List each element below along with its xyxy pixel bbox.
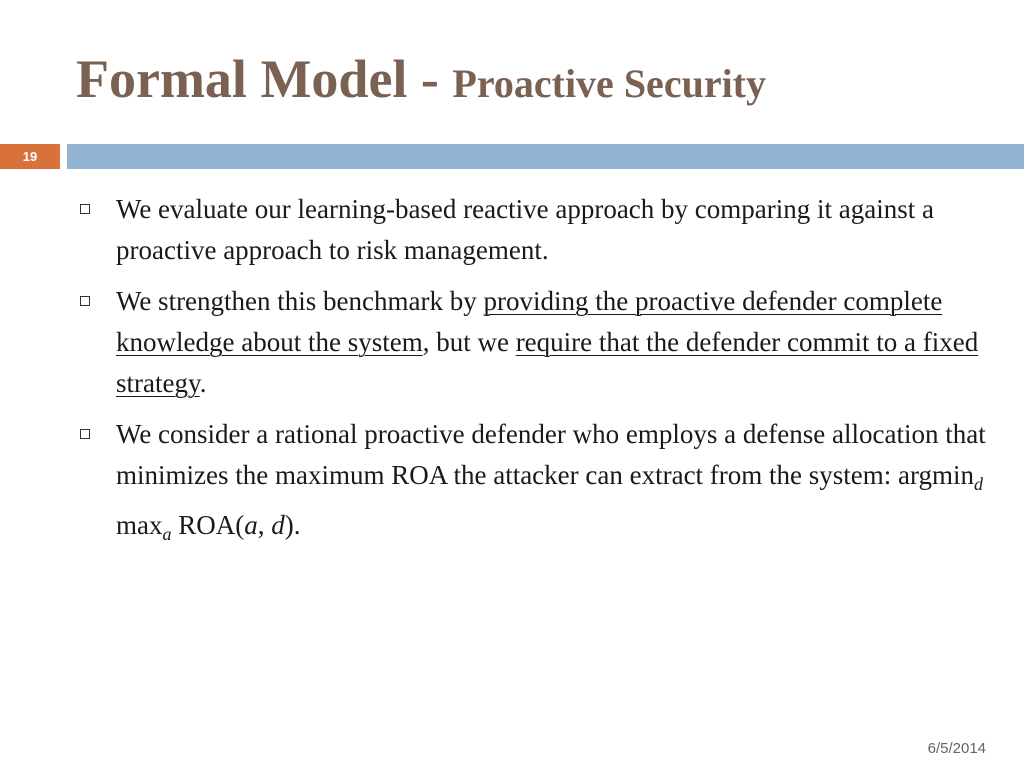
bullet-text: , but we	[422, 327, 516, 357]
bullet-item	[80, 414, 1000, 555]
bullet-text: We strengthen this benchmark by	[116, 286, 484, 316]
bullet-text: We evaluate our learning-based reactive approach by comparing it against a proactive approach to risk management.	[116, 194, 934, 265]
bullet-text: .	[199, 368, 207, 398]
underlined-text: require that the defender commit to a fixed strategy	[116, 327, 979, 398]
title-main: Formal Model -	[76, 49, 453, 109]
square-bullet-icon	[80, 204, 90, 214]
bullet-item	[80, 189, 1000, 271]
bullet-list	[80, 189, 1000, 565]
bullet-text: We consider a rational proactive defender who employs a defense allocation that minimizes the maximum ROA the attacker can extract from the system: argmin	[116, 419, 986, 490]
comma: ,	[257, 510, 272, 540]
underlined-text: providing the proactive defender complete knowledge about the system	[116, 286, 943, 357]
subscript-a: a	[162, 524, 172, 544]
slide-number-label: 19	[22, 149, 38, 164]
subscript-d: d	[974, 474, 984, 494]
slide-title	[76, 49, 766, 109]
square-bullet-icon	[80, 296, 90, 306]
header-bar	[67, 144, 1024, 169]
footer-date: 6/5/2014	[927, 740, 986, 757]
roa-text: ROA(	[171, 510, 245, 540]
close-paren: ).	[284, 510, 301, 540]
arg-d: d	[271, 510, 285, 540]
slide-number	[0, 144, 60, 169]
square-bullet-icon	[80, 429, 90, 439]
max-text: max	[116, 510, 163, 540]
title-subtitle: Proactive Security	[452, 61, 766, 106]
bullet-item	[80, 281, 1000, 404]
arg-a: a	[244, 510, 258, 540]
